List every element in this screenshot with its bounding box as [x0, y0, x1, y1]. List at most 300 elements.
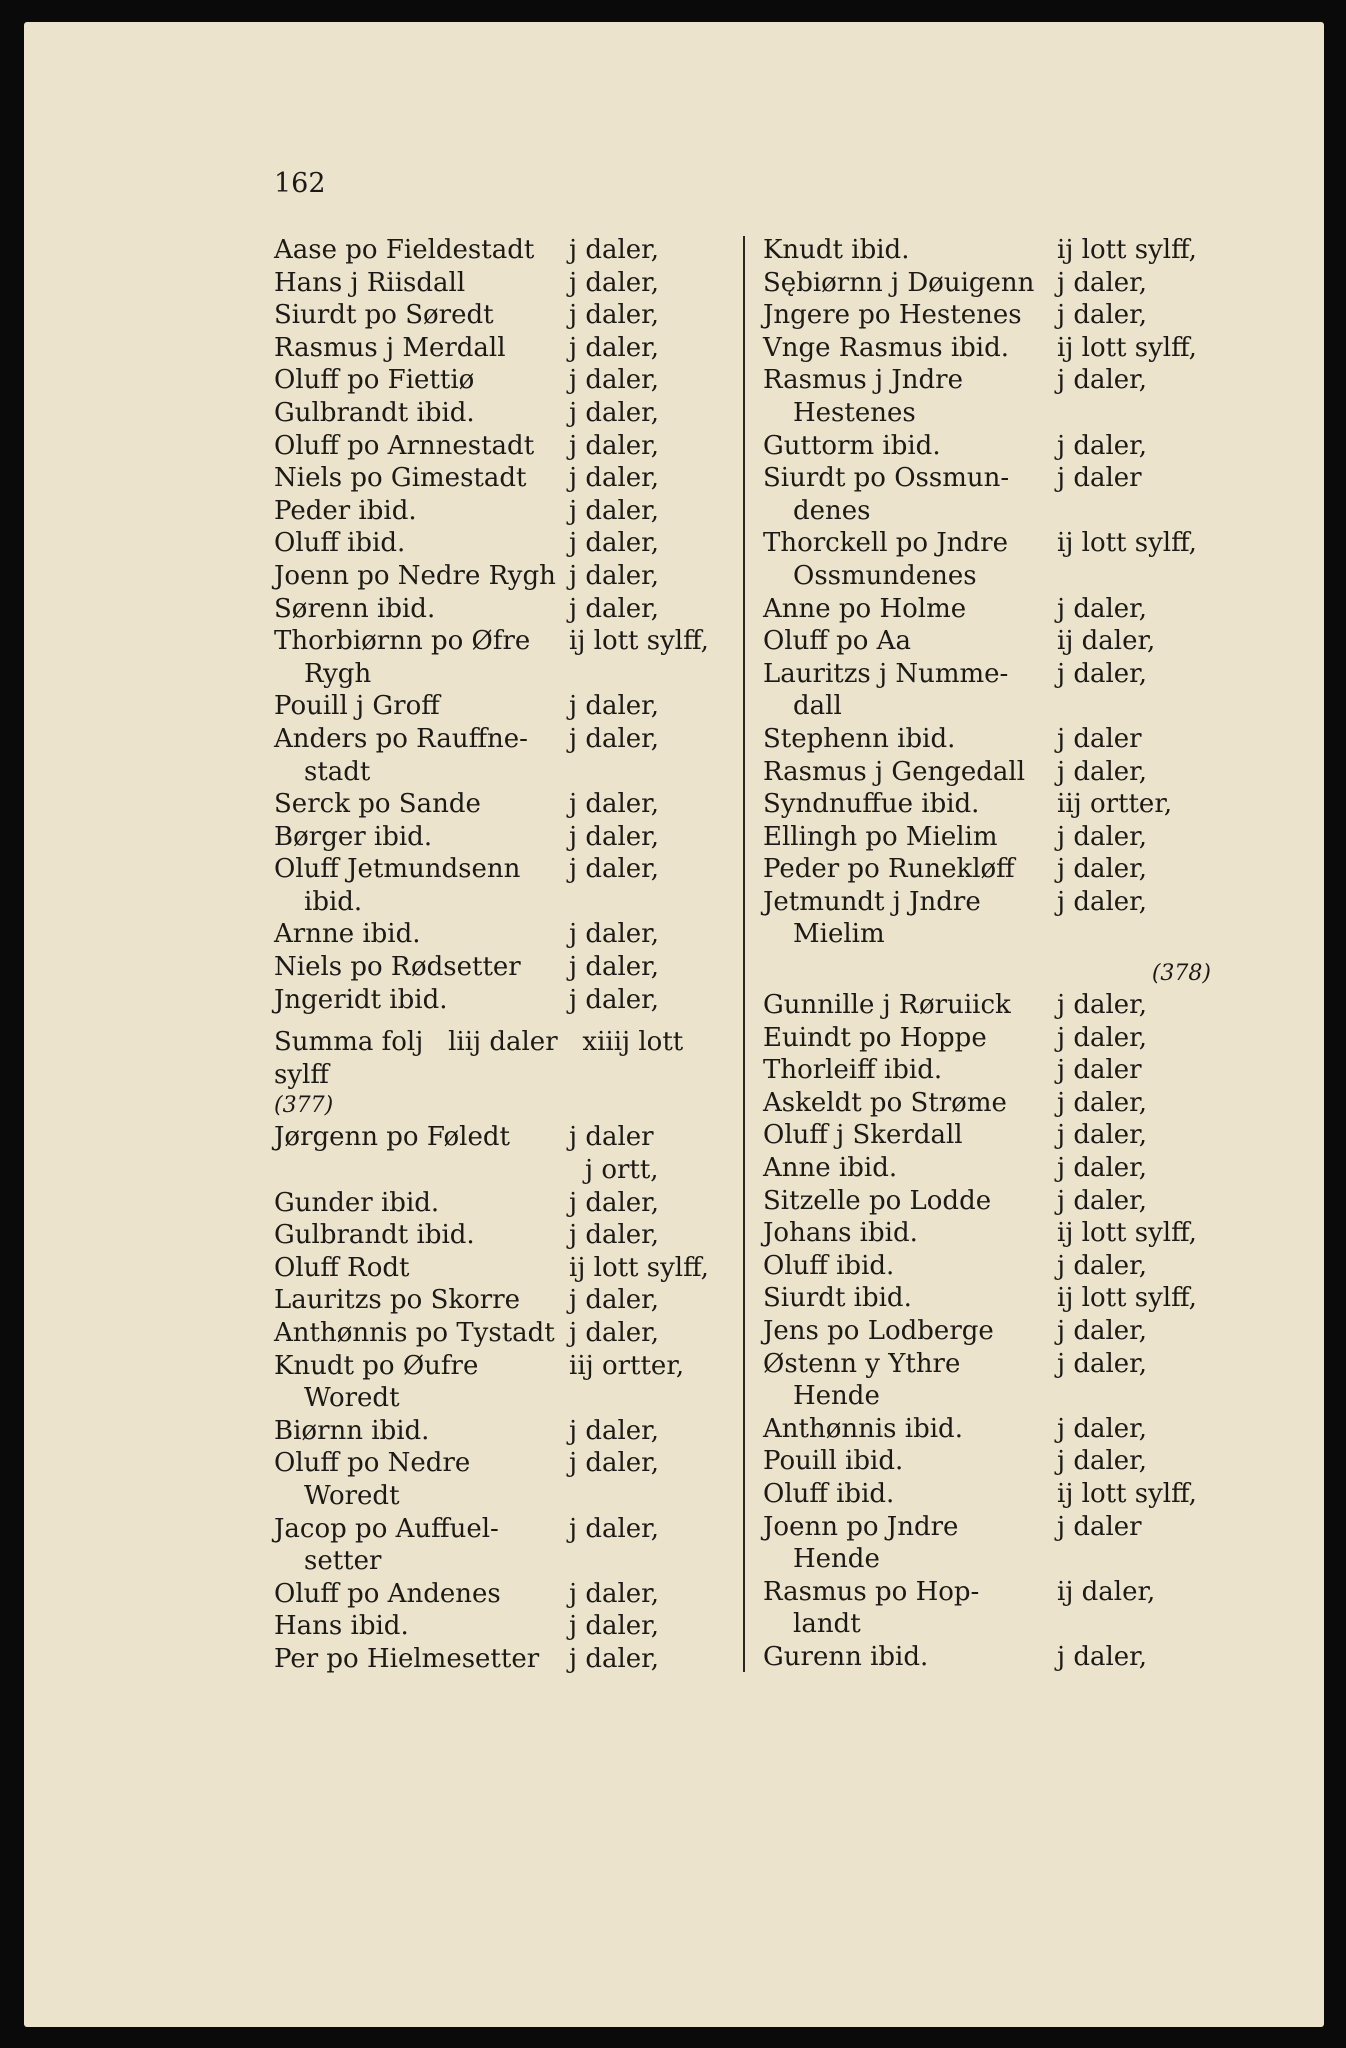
entry-amount [1057, 1511, 1233, 1544]
entry-name-text: Oluff po Fiettiø [274, 365, 475, 396]
entry-name [763, 1119, 1057, 1152]
ledger-entry [763, 1348, 1233, 1413]
entry-amount [1057, 1054, 1233, 1087]
entry-name [763, 853, 1057, 886]
entry-name-continuation: landt [793, 1609, 861, 1640]
entry-name [274, 1643, 569, 1676]
ledger-entry [274, 690, 734, 723]
entry-amount-text: ij daler, [1057, 1576, 1156, 1607]
entry-amount [1057, 462, 1233, 495]
ledger-entry [763, 332, 1233, 365]
entry-name-text: Jørgenn po Føledt [274, 1122, 510, 1153]
entry-name [763, 593, 1057, 626]
entry-amount [1057, 430, 1233, 463]
entry-name-text: Aase po Fieldestadt [274, 235, 535, 265]
entry-amount [569, 1187, 734, 1220]
entry-name-text: Jacop po Auffuel- [274, 1513, 499, 1544]
ledger-entry [763, 1087, 1233, 1120]
ledger-entry [763, 234, 1233, 267]
entry-amount-text: j daler, [569, 528, 660, 559]
entry-amount [1057, 625, 1233, 658]
entry-amount [1057, 593, 1233, 626]
ledger-entry [274, 364, 734, 397]
entry-name [763, 1054, 1057, 1087]
ledger-entry [274, 1121, 734, 1186]
ledger-entry [274, 332, 734, 365]
entry-name [763, 821, 1057, 854]
entry-amount [1057, 1413, 1233, 1446]
entry-amount [1057, 723, 1233, 756]
ledger-entry [274, 430, 734, 463]
entry-amount [569, 1447, 734, 1480]
summa-text: Summa folj liij daler xiiij lott [274, 1027, 684, 1058]
entry-amount [1057, 364, 1233, 397]
ledger-entry [763, 1576, 1233, 1641]
entry-name [274, 1187, 569, 1220]
entry-name-continuation: dall [793, 691, 842, 722]
entry-name-text: Oluff po Andenes [274, 1578, 501, 1609]
ledger-entry [763, 1445, 1233, 1478]
entry-amount [569, 495, 734, 528]
entry-name [763, 1282, 1057, 1315]
ledger-entry [274, 788, 734, 821]
entry-name [274, 1284, 569, 1317]
entry-amount [1057, 1641, 1233, 1674]
entry-amount-text: j daler, [569, 1448, 660, 1479]
entry-amount [569, 332, 734, 365]
entry-name [274, 1447, 569, 1512]
entry-amount-text: ij daler, [1057, 626, 1156, 657]
ledger-entry [274, 495, 734, 528]
entry-name-text: Rasmus j Gengedall [763, 756, 1026, 787]
ledger-entry [274, 951, 734, 984]
entry-amount-text: j daler, [569, 984, 660, 1015]
entry-name-text: Thorbiørnn po Øfre [274, 626, 531, 657]
entry-amount [1057, 267, 1233, 300]
entry-name [274, 1121, 569, 1154]
entry-name [274, 821, 569, 854]
entry-amount [1057, 1445, 1233, 1478]
entry-name-continuation: Mielim [793, 919, 885, 950]
entry-name-text: Thorckell po Jndre [763, 528, 1008, 559]
entry-amount [569, 1121, 734, 1186]
ledger-entry [274, 593, 734, 626]
entry-name [274, 593, 569, 626]
entry-name [763, 1576, 1057, 1641]
entry-amount-text: j daler, [569, 723, 660, 754]
ledger-entry [274, 1643, 734, 1676]
entry-name-text: Sitzelle po Lodde [763, 1185, 992, 1216]
ledger-entry [274, 1350, 734, 1415]
entry-amount [569, 1317, 734, 1350]
entry-name [274, 918, 569, 951]
summa-line [274, 1026, 734, 1091]
entry-amount [1057, 1185, 1233, 1218]
entry-name [274, 234, 569, 267]
entry-name-continuation: Hende [793, 1544, 880, 1575]
entry-name-text: Siurdt po Søredt [274, 300, 494, 331]
entry-amount [569, 1219, 734, 1252]
ledger-entry [763, 1641, 1233, 1674]
ledger-entry [763, 1315, 1233, 1348]
ledger-entry [274, 1317, 734, 1350]
entry-amount [1057, 1217, 1233, 1250]
entry-amount-text: j daler, [1057, 1348, 1148, 1379]
ledger-entry [763, 1413, 1233, 1446]
entry-amount-text: j daler, [569, 332, 660, 363]
entry-name-text: Rasmus j Merdall [274, 332, 506, 363]
ledger-entry [763, 430, 1233, 463]
entry-amount-text: j daler, [1057, 886, 1148, 917]
entry-name [274, 1219, 569, 1252]
entry-amount [1057, 1250, 1233, 1283]
entry-amount [569, 560, 734, 593]
entry-amount [569, 430, 734, 463]
entry-amount [1057, 886, 1233, 919]
entry-amount [569, 788, 734, 821]
entry-amount [1057, 527, 1233, 560]
entry-amount [569, 234, 734, 267]
entry-amount [569, 1252, 734, 1285]
entry-amount-text: j daler, [569, 1415, 660, 1446]
entry-name-text: Syndnuffue ibid. [763, 789, 980, 820]
ledger-entry [763, 299, 1233, 332]
ledger-entry [763, 1152, 1233, 1185]
ledger-entry [763, 267, 1233, 300]
right-entries [763, 234, 1233, 951]
entry-name-text: Hans ibid. [274, 1611, 409, 1642]
entry-amount-text: j daler, [1057, 300, 1148, 331]
entry-name-text: Arnne ibid. [274, 919, 421, 950]
entry-name-text: Oluff Jetmundsenn [274, 854, 521, 885]
entry-amount [1057, 1152, 1233, 1185]
entry-name-text: Anthønnis ibid. [763, 1413, 963, 1444]
entry-amount-text: j daler, [569, 593, 660, 624]
ledger-entry [763, 364, 1233, 429]
entry-name-text: Joenn po Nedre Rygh [274, 560, 556, 591]
entry-amount-text: j daler, [1057, 990, 1148, 1021]
entry-name-text: Joenn po Jndre [763, 1511, 959, 1542]
entry-name [274, 723, 569, 788]
ledger-entry [763, 989, 1233, 1022]
entry-name-text: Østenn y Ythre [763, 1348, 961, 1379]
entry-name-text: Siurdt ibid. [763, 1283, 912, 1314]
entry-amount-text: ij lott sylff, [1057, 1478, 1197, 1509]
entry-amount [569, 527, 734, 560]
entry-name [274, 1513, 569, 1578]
entry-name [274, 462, 569, 495]
entry-name-text: Askeldt po Strøme [763, 1087, 1007, 1118]
ledger-entry [274, 267, 734, 300]
ledger-entry [763, 625, 1233, 658]
entry-name [763, 364, 1057, 429]
entry-amount-text: j daler, [569, 365, 660, 396]
right-entries-2 [763, 989, 1233, 1673]
entry-amount-text: j daler, [569, 463, 660, 494]
entry-amount-text: iij ortter, [1057, 789, 1173, 820]
entry-amount-text: j daler, [569, 952, 660, 983]
entry-amount [569, 951, 734, 984]
entry-amount-text: j daler, [1057, 593, 1148, 624]
entry-name [763, 1250, 1057, 1283]
entry-amount-text: j daler, [569, 495, 660, 526]
page-marker-377: (377) [274, 1093, 334, 1119]
entry-amount-text: j daler, [1057, 821, 1148, 852]
entry-amount-text: j daler, [569, 691, 660, 722]
entry-name-text: Jngere po Hestenes [763, 300, 1022, 331]
entry-amount-text: j daler, [1057, 1087, 1148, 1118]
entry-amount-text: ij lott sylff, [1057, 235, 1197, 265]
entry-amount [1057, 1282, 1233, 1315]
entry-name [763, 1152, 1057, 1185]
ledger-entry [763, 593, 1233, 626]
entry-amount-text: ij lott sylff, [1057, 332, 1197, 363]
entry-name [763, 1185, 1057, 1218]
entry-name [763, 234, 1057, 267]
ledger-entry [274, 1415, 734, 1448]
entry-name-text: Knudt ibid. [763, 235, 910, 265]
entry-amount-continuation: j ortt, [585, 1155, 659, 1186]
entry-amount-text: j daler, [1057, 1120, 1148, 1151]
entry-name-continuation: denes [793, 495, 871, 526]
entry-amount-text: j daler, [1057, 1250, 1148, 1281]
entry-name-text: Oluff j Skerdall [763, 1120, 963, 1151]
entry-amount [1057, 989, 1233, 1022]
entry-name-text: Oluff ibid. [274, 528, 406, 559]
entry-amount [1057, 332, 1233, 365]
entry-amount [569, 1643, 734, 1676]
entry-amount-text: j daler, [569, 1318, 660, 1348]
entry-name [274, 527, 569, 560]
ledger-entry [274, 918, 734, 951]
entry-name [763, 1511, 1057, 1576]
entry-name-text: Rasmus j Jndre [763, 365, 963, 396]
ledger-entry [274, 1219, 734, 1252]
entry-name [763, 267, 1057, 300]
entry-amount [1057, 1315, 1233, 1348]
entry-amount-text: j daler, [569, 854, 660, 885]
entry-name [274, 430, 569, 463]
page-number: 162 [274, 168, 326, 199]
ledger-entry [763, 756, 1233, 789]
entry-name-text: Biørnn ibid. [274, 1415, 430, 1446]
entry-amount [1057, 1087, 1233, 1120]
entry-name-text: Per po Hielmesetter [274, 1643, 540, 1674]
ledger-entry [274, 234, 734, 267]
entry-amount-text: ij lott sylff, [1057, 528, 1197, 559]
entry-amount-text: iij ortter, [569, 1350, 685, 1381]
entry-name [763, 1478, 1057, 1511]
entry-name-text: Oluff Rodt [274, 1252, 410, 1283]
entry-amount [1057, 299, 1233, 332]
entry-amount [569, 723, 734, 756]
ledger-entry [763, 658, 1233, 723]
entry-name [763, 788, 1057, 821]
entry-name-text: Stephenn ibid. [763, 723, 956, 754]
entry-amount [569, 593, 734, 626]
entry-amount [569, 1415, 734, 1448]
entry-amount-text: j daler, [1057, 854, 1148, 885]
entry-amount-text: j daler, [1057, 1413, 1148, 1444]
entry-amount-text: j daler, [1057, 658, 1148, 689]
entry-name-text: Pouill j Groff [274, 691, 440, 722]
entry-amount-text: j daler, [569, 397, 660, 428]
entry-amount-text: j daler, [569, 789, 660, 820]
entry-amount-text: j daler [1057, 723, 1142, 754]
entry-name-text: Serck po Sande [274, 789, 481, 820]
entry-amount-text: j daler, [1057, 1022, 1148, 1053]
entry-amount-text: j daler, [569, 560, 660, 591]
entry-amount-text: ij lott sylff, [569, 1252, 709, 1283]
entry-name [274, 690, 569, 723]
entry-amount-text: j daler, [569, 235, 660, 265]
entry-amount-text: j daler, [1057, 1185, 1148, 1216]
entry-name [274, 364, 569, 397]
entry-amount-text: j daler, [569, 919, 660, 950]
entry-amount-text: ij lott sylff, [569, 626, 709, 657]
entry-amount [569, 1610, 734, 1643]
entry-name-text: Pouill ibid. [763, 1446, 904, 1477]
ledger-entry [274, 984, 734, 1017]
entry-name-text: Oluff po Nedre [274, 1448, 471, 1479]
page-marker-378: (378) [1151, 961, 1211, 987]
entry-name [274, 984, 569, 1017]
entry-name-text: Lauritzs po Skorre [274, 1285, 521, 1316]
entry-name [763, 1087, 1057, 1120]
entry-name [763, 1413, 1057, 1446]
ledger-entry [274, 821, 734, 854]
entry-name [274, 1415, 569, 1448]
entry-amount [1057, 234, 1233, 267]
entry-name-text: Sørenn ibid. [274, 593, 436, 624]
entry-name-continuation: ibid. [304, 886, 363, 917]
entry-name-text: Gurenn ibid. [763, 1641, 929, 1672]
entry-amount [1057, 1348, 1233, 1381]
entry-name [274, 397, 569, 430]
ledger-entry [763, 1022, 1233, 1055]
ledger-entry [274, 1187, 734, 1220]
entry-name [763, 1641, 1057, 1674]
entry-name-text: Thorleiff ibid. [763, 1055, 943, 1086]
entry-name [274, 495, 569, 528]
entry-name-text: Jens po Lodberge [763, 1316, 994, 1346]
entry-name-continuation: setter [304, 1546, 382, 1577]
entry-amount-text: j daler, [569, 1187, 660, 1218]
entry-name [763, 625, 1057, 658]
entry-amount [1057, 853, 1233, 886]
entry-name [763, 527, 1057, 592]
entry-amount [569, 1578, 734, 1611]
entry-amount-text: j daler, [1057, 756, 1148, 787]
ledger-entry [763, 462, 1233, 527]
ledger-entry [274, 1447, 734, 1512]
entry-amount [1057, 788, 1233, 821]
entry-name-continuation: Ossmundenes [793, 560, 977, 591]
ledger-entry [274, 560, 734, 593]
entry-name-text: Johans ibid. [763, 1218, 918, 1249]
entry-name [274, 1610, 569, 1643]
entry-name [763, 1022, 1057, 1055]
ledger-entry [274, 853, 734, 918]
summa-continuation: sylff [274, 1059, 329, 1090]
ledger-entry [763, 1185, 1233, 1218]
entry-amount [1057, 756, 1233, 789]
entry-name-text: Lauritzs j Numme- [763, 658, 1009, 689]
entry-name-text: Gunder ibid. [274, 1187, 440, 1218]
ledger-entry [763, 723, 1233, 756]
entry-name [274, 625, 569, 690]
entry-amount [1057, 1576, 1233, 1609]
entry-amount [569, 1350, 734, 1383]
left-entries [274, 234, 734, 1016]
ledger-entry [274, 1284, 734, 1317]
entry-amount [1057, 658, 1233, 691]
entry-name-text: Børger ibid. [274, 821, 433, 852]
entry-name-text: Guttorm ibid. [763, 430, 941, 461]
entry-name-text: Niels po Rødsetter [274, 952, 521, 983]
ledger-entry [274, 1610, 734, 1643]
ledger-entry [763, 1511, 1233, 1576]
entry-amount [1057, 1119, 1233, 1152]
entry-name-continuation: Hende [793, 1381, 880, 1412]
entry-amount [569, 397, 734, 430]
entry-name [763, 462, 1057, 527]
entry-amount [569, 462, 734, 495]
entry-amount-text: j daler, [569, 1611, 660, 1642]
entry-name [763, 1217, 1057, 1250]
entry-name-text: Gulbrandt ibid. [274, 1220, 475, 1251]
entry-name [763, 989, 1057, 1022]
entry-amount [569, 690, 734, 723]
entry-name [763, 1348, 1057, 1413]
ledger-entry [763, 1119, 1233, 1152]
entry-amount-text: j daler, [1057, 365, 1148, 396]
entry-name [763, 1315, 1057, 1348]
left-entries-2 [274, 1121, 734, 1675]
entry-amount-text: j daler, [1057, 1153, 1148, 1184]
entry-name-text: Peder po Runekløff [763, 854, 1015, 885]
entry-name [763, 299, 1057, 332]
entry-amount-text: j daler, [1057, 1316, 1148, 1346]
entry-amount-text: j daler, [1057, 430, 1148, 461]
entry-amount-text: j daler [1057, 1055, 1142, 1086]
ledger-entry [763, 853, 1233, 886]
entry-name [274, 560, 569, 593]
entry-name-text: Gulbrandt ibid. [274, 397, 475, 428]
entry-name-text: Anne po Holme [763, 593, 967, 624]
entry-name-text: Sębiørnn j Døuigenn [763, 267, 1035, 298]
entry-name [274, 1350, 569, 1415]
entry-name-continuation: Hestenes [793, 397, 916, 428]
entry-name [274, 853, 569, 918]
entry-name-text: Rasmus po Hop- [763, 1576, 980, 1607]
entry-amount-text: j daler, [569, 300, 660, 331]
entry-name [274, 1317, 569, 1350]
entry-name-continuation: Woredt [304, 1383, 400, 1414]
column-divider [743, 236, 745, 1672]
entry-amount [1057, 821, 1233, 854]
entry-name-continuation: stadt [304, 756, 371, 787]
entry-name-text: Oluff po Arnnestadt [274, 430, 535, 461]
ledger-entry [763, 821, 1233, 854]
entry-amount-text: j daler, [569, 1513, 660, 1544]
entry-name [763, 886, 1057, 951]
ledger-entry [274, 299, 734, 332]
entry-name-text: Hans j Riisdall [274, 267, 466, 298]
entry-name-text: Anthønnis po Tystadt [274, 1318, 555, 1348]
entry-amount-text: j daler, [569, 1643, 660, 1674]
ledger-entry [274, 527, 734, 560]
